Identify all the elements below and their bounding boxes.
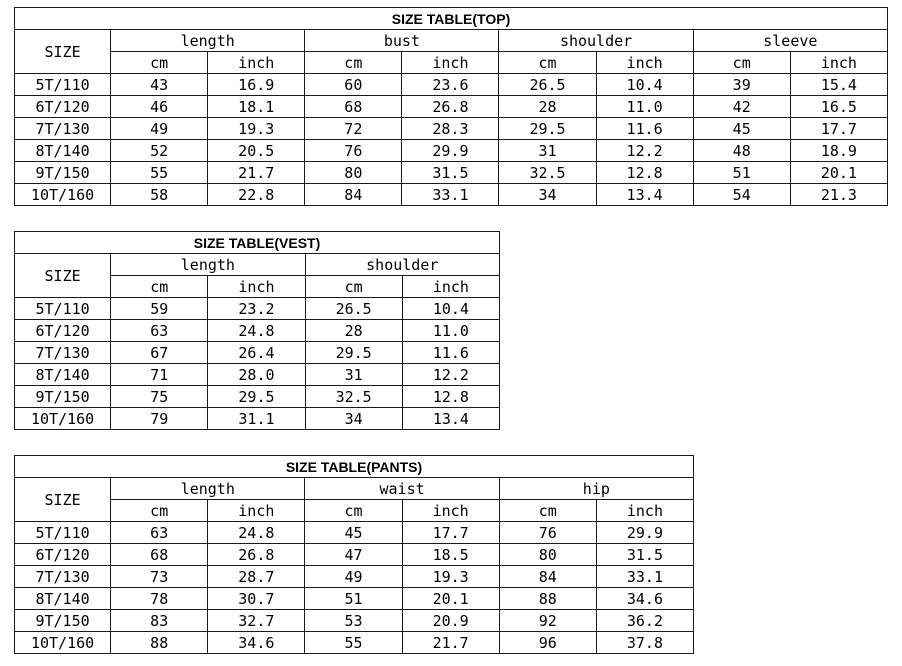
table-row xyxy=(15,566,694,588)
value-cell: 58 xyxy=(111,184,208,206)
value-cell: 26.4 xyxy=(208,342,305,364)
value-cell: 84 xyxy=(305,184,402,206)
value-cell: 11.6 xyxy=(596,118,693,140)
unit-header: cm xyxy=(111,52,208,74)
value-cell: 30.7 xyxy=(208,588,305,610)
value-cell: 23.2 xyxy=(208,298,305,320)
value-cell: 10.4 xyxy=(402,298,499,320)
value-cell: 17.7 xyxy=(790,118,887,140)
size-cell: 9T/150 xyxy=(15,386,111,408)
value-cell: 46 xyxy=(111,96,208,118)
table-row xyxy=(15,632,694,654)
value-cell: 71 xyxy=(111,364,208,386)
value-cell: 29.5 xyxy=(499,118,596,140)
value-cell: 13.4 xyxy=(402,408,499,430)
size-cell: 8T/140 xyxy=(15,588,111,610)
value-cell: 18.1 xyxy=(208,96,305,118)
table-row xyxy=(15,320,500,342)
value-cell: 20.5 xyxy=(208,140,305,162)
value-cell: 84 xyxy=(499,566,596,588)
unit-header: inch xyxy=(208,52,305,74)
value-cell: 11.0 xyxy=(402,320,499,342)
value-cell: 32.5 xyxy=(305,386,402,408)
unit-header: inch xyxy=(402,500,499,522)
value-cell: 92 xyxy=(499,610,596,632)
table-title: SIZE TABLE(VEST) xyxy=(15,232,500,254)
size-cell: 5T/110 xyxy=(15,298,111,320)
size-cell: 7T/130 xyxy=(15,342,111,364)
value-cell: 28.0 xyxy=(208,364,305,386)
table-row xyxy=(15,588,694,610)
value-cell: 76 xyxy=(305,140,402,162)
value-cell: 63 xyxy=(111,320,208,342)
value-cell: 59 xyxy=(111,298,208,320)
value-cell: 13.4 xyxy=(596,184,693,206)
value-cell: 78 xyxy=(111,588,208,610)
table-row xyxy=(15,162,888,184)
size-cell: 7T/130 xyxy=(15,566,111,588)
value-cell: 26.5 xyxy=(305,298,402,320)
value-cell: 28 xyxy=(499,96,596,118)
value-cell: 54 xyxy=(693,184,790,206)
size-cell: 6T/120 xyxy=(15,96,111,118)
group-header-shoulder: shoulder xyxy=(499,30,693,52)
table-row xyxy=(15,544,694,566)
value-cell: 12.8 xyxy=(402,386,499,408)
size-table-vest xyxy=(14,231,500,430)
value-cell: 79 xyxy=(111,408,208,430)
value-cell: 33.1 xyxy=(402,184,499,206)
value-cell: 88 xyxy=(499,588,596,610)
value-cell: 42 xyxy=(693,96,790,118)
value-cell: 51 xyxy=(693,162,790,184)
unit-header: inch xyxy=(402,52,499,74)
value-cell: 28.7 xyxy=(208,566,305,588)
value-cell: 33.1 xyxy=(596,566,693,588)
value-cell: 52 xyxy=(111,140,208,162)
value-cell: 31.5 xyxy=(596,544,693,566)
table-row xyxy=(15,96,888,118)
value-cell: 34 xyxy=(305,408,402,430)
value-cell: 12.2 xyxy=(402,364,499,386)
value-cell: 16.5 xyxy=(790,96,887,118)
value-cell: 28.3 xyxy=(402,118,499,140)
value-cell: 21.7 xyxy=(208,162,305,184)
value-cell: 11.6 xyxy=(402,342,499,364)
value-cell: 32.7 xyxy=(208,610,305,632)
value-cell: 51 xyxy=(305,588,402,610)
unit-header: cm xyxy=(499,52,596,74)
value-cell: 29.5 xyxy=(208,386,305,408)
value-cell: 29.9 xyxy=(596,522,693,544)
size-cell: 8T/140 xyxy=(15,140,111,162)
table-row xyxy=(15,522,694,544)
value-cell: 75 xyxy=(111,386,208,408)
unit-header: cm xyxy=(305,52,402,74)
value-cell: 23.6 xyxy=(402,74,499,96)
group-header-hip: hip xyxy=(499,478,693,500)
value-cell: 29.5 xyxy=(305,342,402,364)
size-cell: 5T/110 xyxy=(15,522,111,544)
value-cell: 83 xyxy=(111,610,208,632)
value-cell: 53 xyxy=(305,610,402,632)
group-header-shoulder: shoulder xyxy=(305,254,499,276)
value-cell: 20.1 xyxy=(402,588,499,610)
value-cell: 19.3 xyxy=(402,566,499,588)
value-cell: 31 xyxy=(499,140,596,162)
unit-header: cm xyxy=(693,52,790,74)
value-cell: 76 xyxy=(499,522,596,544)
value-cell: 12.2 xyxy=(596,140,693,162)
value-cell: 34 xyxy=(499,184,596,206)
group-header-sleeve: sleeve xyxy=(693,30,887,52)
value-cell: 55 xyxy=(305,632,402,654)
unit-header: cm xyxy=(111,276,208,298)
unit-header: inch xyxy=(790,52,887,74)
value-cell: 96 xyxy=(499,632,596,654)
table-row xyxy=(15,118,888,140)
value-cell: 43 xyxy=(111,74,208,96)
size-cell: 10T/160 xyxy=(15,184,111,206)
value-cell: 73 xyxy=(111,566,208,588)
size-cell: 5T/110 xyxy=(15,74,111,96)
value-cell: 11.0 xyxy=(596,96,693,118)
table-row xyxy=(15,364,500,386)
table-title: SIZE TABLE(PANTS) xyxy=(15,456,694,478)
size-cell: 8T/140 xyxy=(15,364,111,386)
table-title: SIZE TABLE(TOP) xyxy=(15,8,888,30)
table-row xyxy=(15,386,500,408)
value-cell: 45 xyxy=(693,118,790,140)
group-header-length: length xyxy=(111,254,305,276)
value-cell: 26.8 xyxy=(402,96,499,118)
value-cell: 20.1 xyxy=(790,162,887,184)
value-cell: 72 xyxy=(305,118,402,140)
value-cell: 80 xyxy=(305,162,402,184)
group-header-length: length xyxy=(111,30,305,52)
value-cell: 80 xyxy=(499,544,596,566)
value-cell: 31.5 xyxy=(402,162,499,184)
value-cell: 34.6 xyxy=(596,588,693,610)
value-cell: 18.9 xyxy=(790,140,887,162)
value-cell: 26.5 xyxy=(499,74,596,96)
table-row xyxy=(15,408,500,430)
value-cell: 24.8 xyxy=(208,522,305,544)
unit-header: inch xyxy=(596,500,693,522)
value-cell: 12.8 xyxy=(596,162,693,184)
unit-header: inch xyxy=(208,276,305,298)
value-cell: 18.5 xyxy=(402,544,499,566)
value-cell: 32.5 xyxy=(499,162,596,184)
value-cell: 68 xyxy=(111,544,208,566)
value-cell: 67 xyxy=(111,342,208,364)
value-cell: 48 xyxy=(693,140,790,162)
size-table-pants xyxy=(14,455,694,654)
value-cell: 24.8 xyxy=(208,320,305,342)
group-header-length: length xyxy=(111,478,305,500)
size-header: SIZE xyxy=(15,254,111,298)
value-cell: 49 xyxy=(305,566,402,588)
group-header-waist: waist xyxy=(305,478,499,500)
value-cell: 49 xyxy=(111,118,208,140)
value-cell: 20.9 xyxy=(402,610,499,632)
value-cell: 45 xyxy=(305,522,402,544)
table-row xyxy=(15,298,500,320)
size-cell: 9T/150 xyxy=(15,162,111,184)
size-cell: 7T/130 xyxy=(15,118,111,140)
unit-header: cm xyxy=(499,500,596,522)
value-cell: 15.4 xyxy=(790,74,887,96)
group-header-bust: bust xyxy=(305,30,499,52)
value-cell: 17.7 xyxy=(402,522,499,544)
table-row xyxy=(15,342,500,364)
size-cell: 6T/120 xyxy=(15,320,111,342)
value-cell: 39 xyxy=(693,74,790,96)
table-row xyxy=(15,74,888,96)
size-header: SIZE xyxy=(15,478,111,522)
size-cell: 10T/160 xyxy=(15,632,111,654)
value-cell: 21.3 xyxy=(790,184,887,206)
size-cell: 6T/120 xyxy=(15,544,111,566)
value-cell: 10.4 xyxy=(596,74,693,96)
unit-header: cm xyxy=(305,500,402,522)
size-cell: 10T/160 xyxy=(15,408,111,430)
size-table-top xyxy=(14,7,888,206)
size-cell: 9T/150 xyxy=(15,610,111,632)
table-row xyxy=(15,140,888,162)
unit-header: inch xyxy=(402,276,499,298)
value-cell: 31.1 xyxy=(208,408,305,430)
value-cell: 36.2 xyxy=(596,610,693,632)
value-cell: 68 xyxy=(305,96,402,118)
value-cell: 19.3 xyxy=(208,118,305,140)
value-cell: 63 xyxy=(111,522,208,544)
value-cell: 31 xyxy=(305,364,402,386)
table-row xyxy=(15,184,888,206)
value-cell: 16.9 xyxy=(208,74,305,96)
value-cell: 21.7 xyxy=(402,632,499,654)
value-cell: 47 xyxy=(305,544,402,566)
table-row xyxy=(15,610,694,632)
value-cell: 88 xyxy=(111,632,208,654)
value-cell: 22.8 xyxy=(208,184,305,206)
unit-header: inch xyxy=(596,52,693,74)
value-cell: 55 xyxy=(111,162,208,184)
value-cell: 26.8 xyxy=(208,544,305,566)
unit-header: cm xyxy=(111,500,208,522)
size-header: SIZE xyxy=(15,30,111,74)
unit-header: cm xyxy=(305,276,402,298)
unit-header: inch xyxy=(208,500,305,522)
value-cell: 37.8 xyxy=(596,632,693,654)
value-cell: 28 xyxy=(305,320,402,342)
value-cell: 34.6 xyxy=(208,632,305,654)
value-cell: 29.9 xyxy=(402,140,499,162)
value-cell: 60 xyxy=(305,74,402,96)
